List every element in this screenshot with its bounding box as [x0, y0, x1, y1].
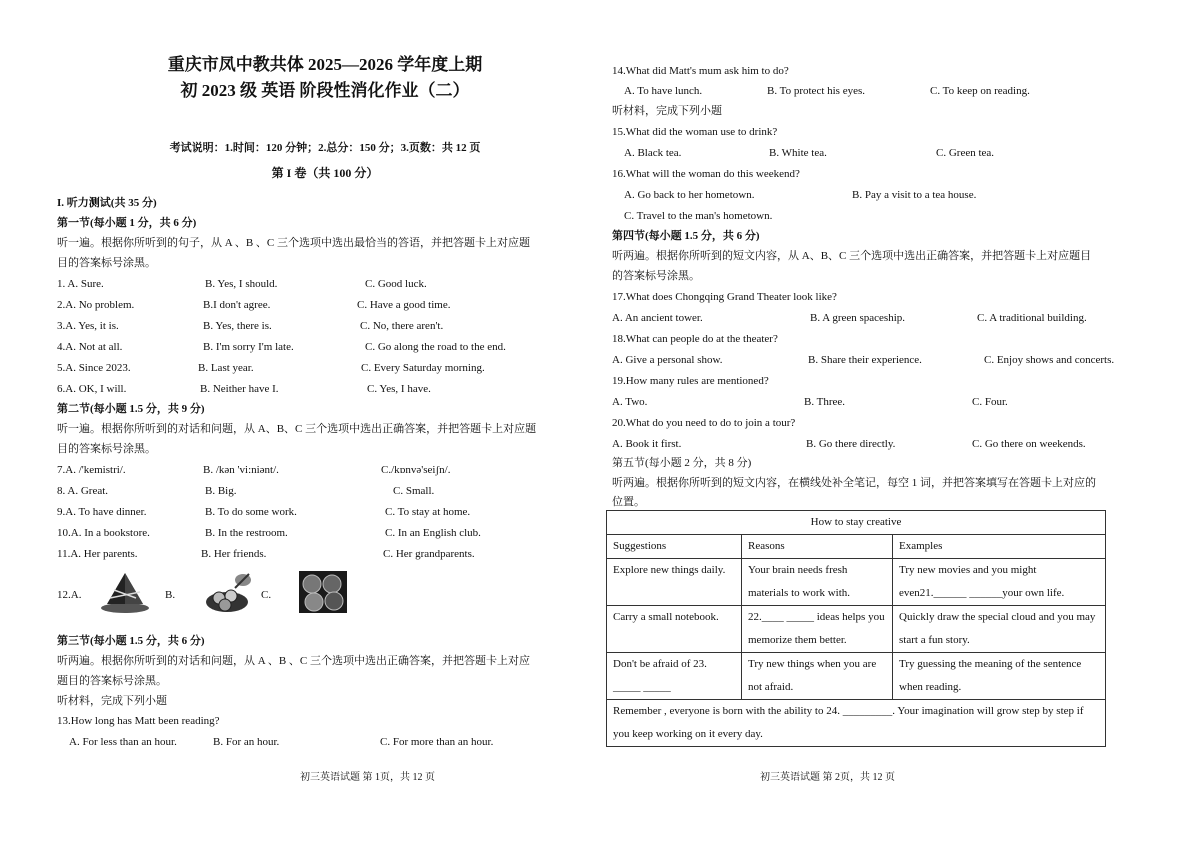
option-b[interactable]: B. Neither have I.	[200, 383, 279, 395]
question-20-stem: 20.What do you need to do to join a tour?	[612, 417, 796, 429]
question-18-stem: 18.What can people do at the theater?	[612, 333, 778, 345]
option-a[interactable]: 7.A. /'kemistri/.	[57, 464, 126, 476]
option-a[interactable]: A. Go back to her hometown.	[624, 189, 755, 201]
option-b[interactable]: B. To protect his eyes.	[767, 85, 866, 97]
blank-24-cell[interactable]: Remember , everyone is born with the ability to 24. _________. Your imagination will grow step by step if you keep working on it every day.	[607, 700, 1106, 747]
option-c[interactable]: C. Go there on weekends.	[972, 438, 1086, 450]
table-footer-row	[607, 700, 1106, 747]
option-b[interactable]: B.	[165, 589, 176, 601]
section4-instruction-cont: 的答案标号涂黑。	[612, 270, 700, 282]
option-a[interactable]: 9.A. To have dinner.	[57, 506, 147, 518]
option-c[interactable]: C. Four.	[972, 396, 1008, 408]
page-footer-left: 初三英语试题 第 1页，共 12 页	[300, 772, 435, 783]
section2-instruction-cont: 目的答案标号涂黑。	[57, 443, 156, 455]
header-cell: Reasons	[742, 535, 893, 559]
material-note: 听材料，完成下列小题	[612, 105, 722, 117]
option-a[interactable]: 4.A. Not at all.	[57, 341, 123, 353]
notes-table	[606, 510, 1106, 747]
option-a[interactable]: A. Give a personal show.	[612, 354, 723, 366]
option-b[interactable]: B. Her friends.	[201, 548, 267, 560]
option-b[interactable]: B. For an hour.	[213, 736, 280, 748]
dumplings-image[interactable]	[205, 570, 255, 614]
table-cell: Try new things when you are not afraid.	[742, 653, 893, 700]
option-c[interactable]: C. Green tea.	[936, 147, 995, 159]
option-a[interactable]: 12.A.	[57, 589, 82, 601]
option-a[interactable]: 10.A. In a bookstore.	[57, 527, 150, 539]
option-b[interactable]: B. I'm sorry I'm late.	[203, 341, 294, 353]
section3-instruction-cont: 题目的答案标号涂黑。	[57, 675, 167, 687]
table-cell: Try guessing the meaning of the sentence when reading.	[893, 653, 1106, 700]
blank-23-cell[interactable]: Don't be afraid of 23. _____ _____	[607, 653, 742, 700]
option-a[interactable]: 1. A. Sure.	[57, 278, 104, 290]
table-cell: Quickly draw the special cloud and you may start a fun story.	[893, 606, 1106, 653]
question-14-stem: 14.What did Matt's mum ask him to do?	[612, 65, 789, 77]
section1-heading: 第一节(每小题 1 分，共 6 分)	[57, 217, 197, 229]
option-c[interactable]: C. Enjoy shows and concerts.	[984, 354, 1115, 366]
option-a[interactable]: 6.A. OK, I will.	[57, 383, 127, 395]
option-a[interactable]: 3.A. Yes, it is.	[57, 320, 119, 332]
exam-info: 考试说明：1.时间：120 分钟；2.总分：150 分；3.页数：共 12 页	[169, 142, 481, 154]
option-c[interactable]: C. Travel to the man's hometown.	[624, 210, 773, 222]
option-c[interactable]: C. To keep on reading.	[930, 85, 1030, 97]
option-c[interactable]: C.	[261, 589, 272, 601]
section3-heading: 第三节(每小题 1.5 分，共 6 分)	[57, 635, 205, 647]
option-a[interactable]: 11.A. Her parents.	[57, 548, 138, 560]
option-c[interactable]: C. Small.	[393, 485, 435, 497]
table-row	[607, 559, 1106, 606]
option-c[interactable]: C. To stay at home.	[385, 506, 471, 518]
option-a[interactable]: 8. A. Great.	[57, 485, 109, 497]
option-b[interactable]: B. Yes, there is.	[203, 320, 272, 332]
table-row	[607, 653, 1106, 700]
question-16-stem: 16.What will the woman do this weekend?	[612, 168, 800, 180]
option-c[interactable]: C./kɒnvə'seiʃn/.	[381, 464, 451, 476]
header-cell: Examples	[893, 535, 1106, 559]
option-c[interactable]: C. Every Saturday morning.	[361, 362, 485, 374]
section5-instruction-cont: 位置。	[612, 496, 645, 508]
option-c[interactable]: C. A traditional building.	[977, 312, 1087, 324]
option-a[interactable]: 2.A. No problem.	[57, 299, 135, 311]
option-b[interactable]: B. Yes, I should.	[205, 278, 278, 290]
option-a[interactable]: A. Black tea.	[624, 147, 682, 159]
section5-instruction: 听两遍。根据你所听到的短文内容，在横线处补全笔记，每空 1 词，并把答案填写在答题卡上对应的	[612, 477, 1096, 489]
section1-instruction: 听一遍。根据你所听到的句子，从 A 、B 、C 三个选项中选出最恰当的答语，并把答题卡上对应题	[57, 237, 531, 249]
option-b[interactable]: B. A green spaceship.	[810, 312, 906, 324]
page-footer-right: 初三英语试题 第 2页，共 12 页	[760, 772, 895, 783]
option-c[interactable]: C. Good luck.	[365, 278, 427, 290]
option-c[interactable]: C. No, there aren't.	[360, 320, 444, 332]
blank-21-cell[interactable]: Try new movies and you might even21.______ ______your own life.	[893, 559, 1106, 606]
option-b[interactable]: B. In the restroom.	[205, 527, 288, 539]
table-cell: Your brain needs fresh materials to work with.	[742, 559, 893, 606]
option-a[interactable]: A. To have lunch.	[624, 85, 703, 97]
table-title: How to stay creative	[607, 511, 1106, 535]
option-a[interactable]: A. An ancient tower.	[612, 312, 703, 324]
section2-heading: 第二节(每小题 1.5 分，共 9 分)	[57, 403, 205, 415]
section4-heading: 第四节(每小题 1.5 分，共 6 分)	[612, 230, 760, 242]
option-a[interactable]: A. Two.	[612, 396, 648, 408]
option-b[interactable]: B. Pay a visit to a tea house.	[852, 189, 977, 201]
table-header-row	[607, 535, 1106, 559]
option-c[interactable]: C. Go along the road to the end.	[365, 341, 506, 353]
question-17-stem: 17.What does Chongqing Grand Theater look like?	[612, 291, 837, 303]
mooncakes-image[interactable]	[298, 570, 348, 614]
zongzi-image[interactable]	[100, 570, 150, 614]
option-a[interactable]: 5.A. Since 2023.	[57, 362, 131, 374]
question-15-stem: 15.What did the woman use to drink?	[612, 126, 778, 138]
option-b[interactable]: B. To do some work.	[205, 506, 297, 518]
question-19-stem: 19.How many rules are mentioned?	[612, 375, 769, 387]
option-b[interactable]: B. Share their experience.	[808, 354, 922, 366]
option-c[interactable]: C. For more than an hour.	[380, 736, 494, 748]
section2-instruction: 听一遍。根据你所听到的对话和问题，从 A、B、C 三个选项中选出正确答案，并把答题卡上对应题	[57, 423, 537, 435]
option-c[interactable]: C. Yes, I have.	[367, 383, 431, 395]
exam-title-line1: 重庆市凤中教共体 2025—2026 学年度上期	[167, 55, 483, 74]
listening-heading: I. 听力测试(共 35 分)	[57, 197, 157, 209]
exam-title-line2: 初 2023 级 英语 阶段性消化作业（二）	[180, 81, 470, 100]
option-a[interactable]: A. Book it first.	[612, 438, 682, 450]
section5-heading: 第五节(每小题 2 分，共 8 分)	[612, 457, 752, 469]
option-b[interactable]: B. Go there directly.	[806, 438, 896, 450]
question-13-stem: 13.How long has Matt been reading?	[57, 715, 220, 727]
option-b[interactable]: B. Three.	[804, 396, 846, 408]
option-b[interactable]: B. White tea.	[769, 147, 827, 159]
table-cell: Carry a small notebook.	[607, 606, 742, 653]
option-c[interactable]: C. Have a good time.	[357, 299, 451, 311]
option-c[interactable]: C. In an English club.	[385, 527, 481, 539]
blank-22-cell[interactable]: 22.____ _____ ideas helps you memorize them better.	[742, 606, 893, 653]
option-b[interactable]: B. Last year.	[198, 362, 254, 374]
table-cell: Explore new things daily.	[607, 559, 742, 606]
section3-material-note: 听材料，完成下列小题	[57, 695, 167, 707]
option-c[interactable]: C. Her grandparents.	[383, 548, 475, 560]
part-one-heading: 第 I 卷（共 100 分）	[271, 166, 379, 180]
section4-instruction: 听两遍。根据你所听到的短文内容，从 A、B、C 三个选项中选出正确答案，并把答题卡上对应题目	[612, 250, 1092, 262]
table-row	[607, 606, 1106, 653]
option-b[interactable]: B.I don't agree.	[203, 299, 271, 311]
option-a[interactable]: A. For less than an hour.	[69, 736, 177, 748]
option-b[interactable]: B. /kən 'vi:niənt/.	[203, 464, 279, 476]
header-cell: Suggestions	[607, 535, 742, 559]
section1-instruction-cont: 目的答案标号涂黑。	[57, 257, 156, 269]
option-b[interactable]: B. Big.	[205, 485, 237, 497]
section3-instruction: 听两遍。根据你所听到的对话和问题，从 A 、B 、C 三个选项中选出正确答案，并把答题卡上对应	[57, 655, 531, 667]
